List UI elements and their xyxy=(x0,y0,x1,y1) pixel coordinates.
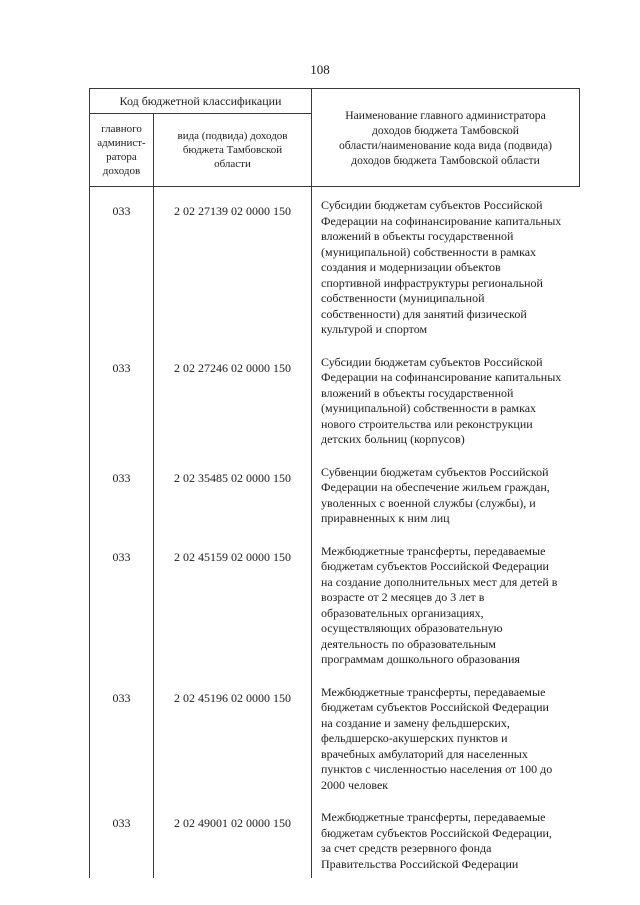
name-line: пунктов с численностью населения от 100 до xyxy=(321,762,553,776)
table-row xyxy=(90,454,580,533)
name-line: вложений в объекты государственной xyxy=(321,385,514,400)
budget-classification-table xyxy=(89,88,580,878)
header-name-line: доходов бюджета Тамбовской области xyxy=(351,153,540,167)
table-body xyxy=(90,187,580,879)
name-line: собственности) для занятий физической xyxy=(321,306,527,321)
name-line: Федерации на обеспечение жильем граждан, xyxy=(321,480,550,494)
revenue-name-cell xyxy=(312,533,580,674)
name-line: программам дошкольного образования xyxy=(321,652,520,666)
page-number: 108 xyxy=(310,62,330,77)
name-line: врачебных амбулаторий для населенных xyxy=(321,746,528,761)
admin-code-cell: 033 xyxy=(90,344,154,454)
header-budget-classification-code: Код бюджетной классификации xyxy=(90,89,312,114)
header-admin-line: главного xyxy=(101,123,142,135)
revenue-code-cell: 2 02 27246 02 0000 150 xyxy=(154,344,312,454)
table-row xyxy=(90,799,580,878)
table-row xyxy=(90,187,580,344)
name-line: уволенных с военной службы (службы), и xyxy=(321,495,536,510)
name-line: (муниципальной) собственности в рамках xyxy=(321,244,537,259)
name-line: на создание дополнительных мест для детей в xyxy=(321,574,558,589)
header-admin-line: ратора xyxy=(106,151,137,163)
admin-code-cell: 033 xyxy=(90,533,154,674)
header-admin-line: доходов xyxy=(102,165,141,177)
name-line: на создание и замену фельдшерских, xyxy=(321,715,510,730)
revenue-name-cell xyxy=(312,454,580,533)
name-line: приравненных к ним лиц xyxy=(321,511,450,525)
name-line: Федерации на софинансирование капитальных xyxy=(321,213,562,228)
name-line: бюджетам субъектов Российской Федерации xyxy=(321,700,549,714)
name-line: деятельность по образовательным xyxy=(321,636,496,651)
name-line: спортивной инфраструктуры региональной xyxy=(321,275,543,290)
revenue-name-cell xyxy=(312,674,580,800)
name-line: Субсидии бюджетам субъектов Российской xyxy=(321,198,543,212)
header-code-line: вида (подвида) доходов xyxy=(177,130,288,142)
admin-code-cell: 033 xyxy=(90,454,154,533)
header-name-line: области/наименование кода вида (подвида) xyxy=(338,138,553,152)
name-line: детских больниц (корпусов) xyxy=(321,432,465,446)
header-code-line: бюджета Тамбовской xyxy=(182,144,283,156)
header-code-line: области xyxy=(214,158,251,170)
name-line: вложений в объекты государственной xyxy=(321,229,514,243)
name-line: нового строительства или реконструкции xyxy=(321,416,533,431)
header-code-column xyxy=(154,114,312,187)
table-row xyxy=(90,533,580,674)
name-line: Субвенции бюджетам субъектов Российской xyxy=(321,464,549,479)
revenue-code-cell: 2 02 45159 02 0000 150 xyxy=(154,533,312,674)
name-line: Правительства Российской Федерации xyxy=(321,856,519,871)
revenue-code-cell: 2 02 45196 02 0000 150 xyxy=(154,674,312,800)
admin-code-cell: 033 xyxy=(90,799,154,878)
name-line: образовательных организациях, xyxy=(321,605,484,620)
revenue-code-cell: 2 02 27139 02 0000 150 xyxy=(154,187,312,344)
header-admin-column xyxy=(90,114,154,187)
table-row xyxy=(90,674,580,800)
revenue-name-cell xyxy=(312,187,580,344)
header-name-column xyxy=(312,89,580,187)
admin-code-cell: 033 xyxy=(90,674,154,800)
admin-code-cell: 033 xyxy=(90,187,154,344)
revenue-code-cell: 2 02 35485 02 0000 150 xyxy=(154,454,312,533)
name-line: Межбюджетные трансферты, передаваемые xyxy=(321,810,546,824)
name-line: фельдшерско-акушерских пунктов и xyxy=(321,731,508,745)
name-line: культурой и спортом xyxy=(321,322,428,336)
revenue-code-cell: 2 02 49001 02 0000 150 xyxy=(154,799,312,878)
name-line: Межбюджетные трансферты, передаваемые xyxy=(321,543,546,558)
name-line: бюджетам субъектов Российской Федерации, xyxy=(321,825,552,840)
name-line: Межбюджетные трансферты, передаваемые xyxy=(321,684,546,699)
name-line: создания и модернизации объектов xyxy=(321,260,501,274)
name-line: (муниципальной) собственности в рамках xyxy=(321,401,537,415)
name-line: Субсидии бюджетам субъектов Российской xyxy=(321,354,543,369)
header-name-line: доходов бюджета Тамбовской xyxy=(372,123,519,137)
name-line: 2000 человек xyxy=(321,777,389,792)
name-line: бюджетам субъектов Российской Федерации xyxy=(321,559,549,573)
name-line: за счет средств резервного фонда xyxy=(321,841,492,855)
revenue-name-cell xyxy=(312,799,580,878)
name-line: Федерации на софинансирование капитальных xyxy=(321,370,562,384)
name-line: возрасте от 2 месяцев до 3 лет в xyxy=(321,590,485,604)
header-admin-line: админист- xyxy=(97,137,146,149)
revenue-name-cell xyxy=(312,344,580,454)
name-line: собственности (муниципальной xyxy=(321,291,485,305)
name-line: осуществляющих образовательную xyxy=(321,621,503,635)
header-name-line: Наименование главного администратора xyxy=(345,108,546,122)
table-row xyxy=(90,344,580,454)
